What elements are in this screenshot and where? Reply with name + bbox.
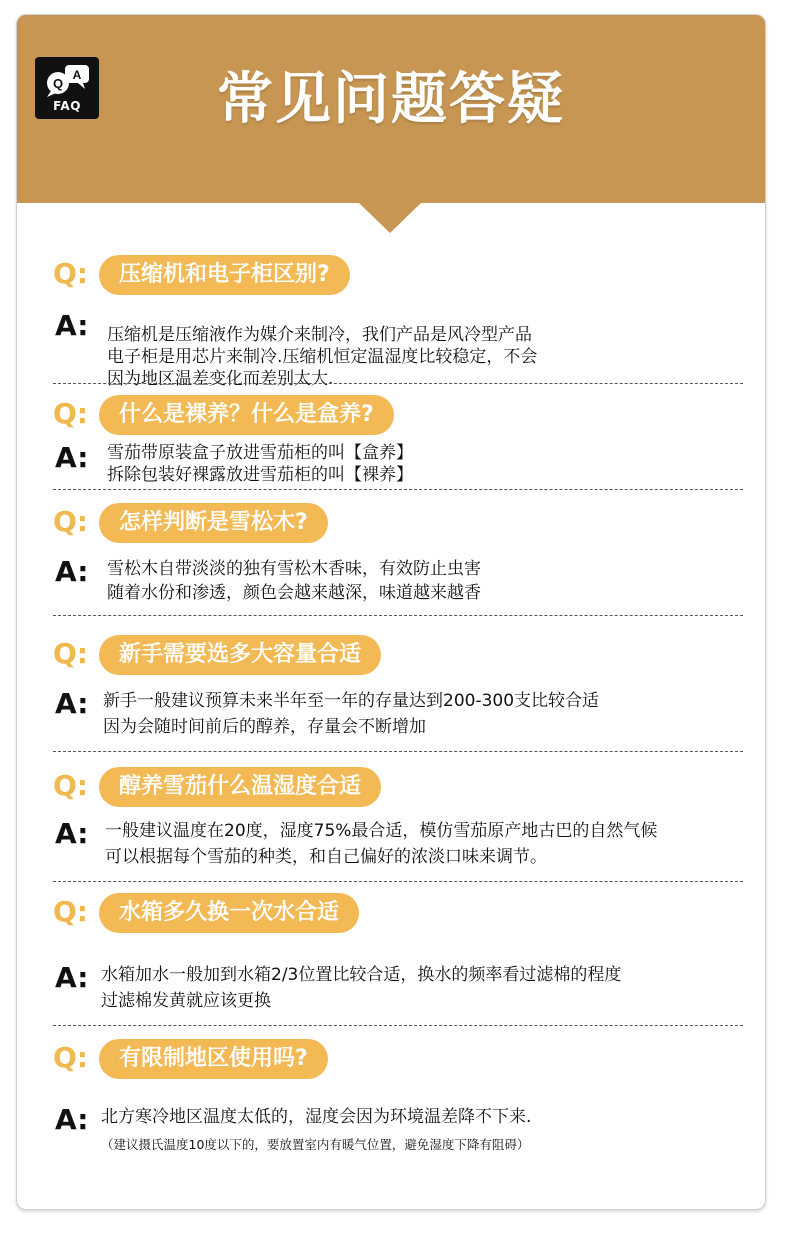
- answer-marker: A:: [55, 441, 89, 474]
- answer-line: 雪茄带原装盒子放进雪茄柜的叫【盒养】: [107, 443, 413, 463]
- question-marker: Q:: [53, 1041, 88, 1074]
- qa-speech-bubbles-icon: [43, 63, 91, 99]
- answer-marker: A:: [55, 1103, 89, 1136]
- dashed-divider: [53, 1025, 743, 1026]
- answer-line: 压缩机是压缩液作为媒介来制冷，我们产品是风冷型产品: [107, 325, 532, 345]
- answer-line: （建议摄氏温度10度以下的，要放置室内有暖气位置，避免湿度下降有阻碍）: [101, 1137, 530, 1152]
- answer-marker: A:: [55, 555, 89, 588]
- dashed-divider: [53, 489, 743, 490]
- answer-line: 电子柜是用芯片来制冷.压缩机恒定温湿度比较稳定，不会: [107, 347, 538, 367]
- question-marker: Q:: [53, 397, 88, 430]
- question-marker: Q:: [53, 769, 88, 802]
- question-pill: 水箱多久换一次水合适: [99, 893, 359, 933]
- answer-line: 随着水份和渗透，颜色会越来越深，味道越来越香: [107, 583, 481, 603]
- answer-line: 水箱加水一般加到水箱2/3位置比较合适，换水的频率看过滤棉的程度: [101, 965, 622, 985]
- question-pill: 新手需要选多大容量合适: [99, 635, 381, 675]
- faq-badge: [35, 57, 99, 119]
- question-marker: Q:: [53, 637, 88, 670]
- answer-line: 一般建议温度在20度，湿度75%最合适，模仿雪茄原产地古巴的自然气候: [105, 821, 658, 841]
- question-marker: Q:: [53, 505, 88, 538]
- answer-line: 新手一般建议预算未来半年至一年的存量达到200-300支比较合适: [103, 691, 600, 711]
- answer-line: 北方寒冷地区温度太低的，湿度会因为环境温差降不下来.: [101, 1107, 532, 1127]
- dashed-divider: [53, 881, 743, 882]
- answer-line: 可以根据每个雪茄的种类，和自己偏好的浓淡口味来调节。: [105, 847, 547, 867]
- answer-line: 雪松木自带淡淡的独有雪松木香味，有效防止虫害: [107, 559, 481, 579]
- question-pill: 什么是裸养？什么是盒养?: [99, 395, 394, 435]
- bubble-a-letter: A: [72, 68, 82, 82]
- header-banner: [17, 15, 766, 203]
- faq-badge-label: FAQ: [53, 99, 81, 113]
- answer-marker: A:: [55, 961, 89, 994]
- question-pill: 醇养雪茄什么温湿度合适: [99, 767, 381, 807]
- question-pill: 怎样判断是雪松木?: [99, 503, 328, 543]
- question-pill: 压缩机和电子柜区别?: [99, 255, 350, 295]
- header-pointer: [357, 201, 423, 233]
- answer-line: 过滤棉发黄就应该更换: [101, 991, 271, 1011]
- bubble-q-letter: Q: [52, 76, 64, 91]
- question-marker: Q:: [53, 257, 88, 290]
- page-title: 常见问题答疑: [217, 67, 565, 132]
- answer-line: 拆除包装好裸露放进雪茄柜的叫【裸养】: [107, 465, 413, 485]
- answer-marker: A:: [55, 309, 89, 342]
- answer-marker: A:: [55, 687, 89, 720]
- answer-line: 因为地区温差变化而差别太大.: [107, 369, 334, 389]
- dashed-divider: [53, 751, 743, 752]
- dashed-divider: [53, 383, 743, 384]
- question-marker: Q:: [53, 895, 88, 928]
- answer-marker: A:: [55, 817, 89, 850]
- question-pill: 有限制地区使用吗?: [99, 1039, 328, 1079]
- dashed-divider: [53, 615, 743, 616]
- answer-line: 因为会随时间前后的醇养，存量会不断增加: [103, 717, 426, 737]
- faq-card: [16, 14, 766, 1210]
